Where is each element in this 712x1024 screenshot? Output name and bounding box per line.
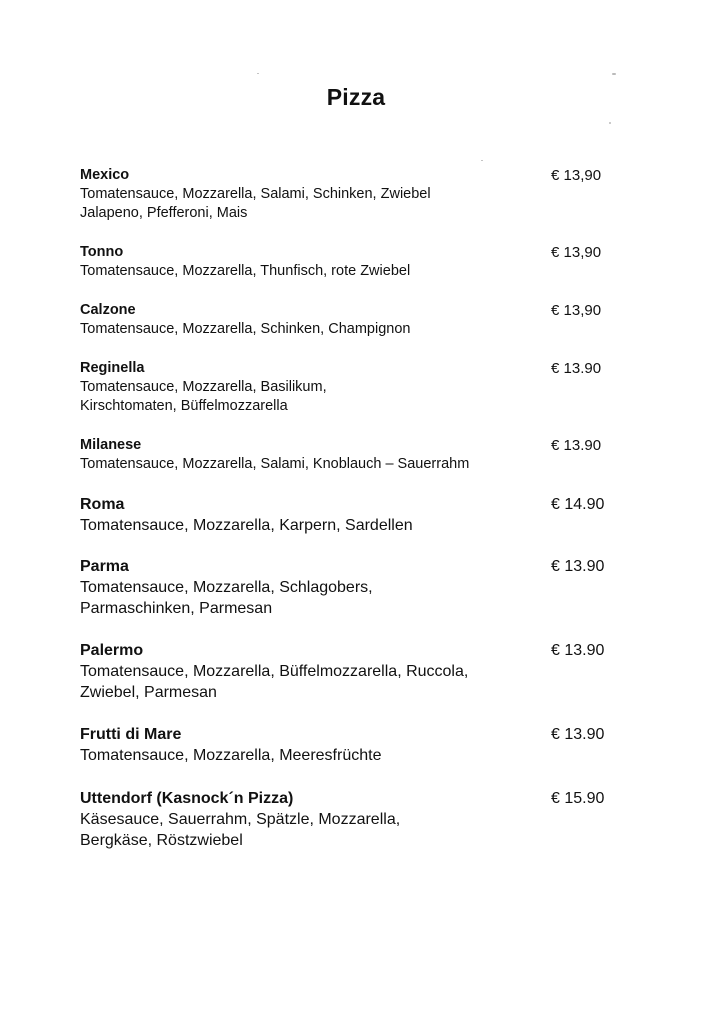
item-description-line: Tomatensauce, Mozzarella, Thunfisch, rote Zwiebel: [80, 263, 411, 279]
item-price: € 13.90: [551, 558, 605, 575]
menu-item-roma: [80, 494, 630, 536]
menu-item-tonno: [80, 243, 630, 281]
item-name: Palermo: [80, 642, 144, 659]
menu-item-milanese: [80, 436, 630, 474]
item-name: Tonno: [80, 244, 124, 260]
item-description-line: Tomatensauce, Mozzarella, Salami, Schinken, Zwiebel: [80, 186, 431, 202]
item-description-line: Tomatensauce, Mozzarella, Meeresfrüchte: [80, 747, 382, 764]
item-description-line: Tomatensauce, Mozzarella, Karpern, Sardellen: [80, 517, 413, 534]
item-name: Milanese: [80, 437, 142, 453]
item-description-line: Zwiebel, Parmesan: [80, 684, 217, 701]
item-name: Uttendorf (Kasnock´n Pizza): [80, 790, 294, 807]
item-name: Roma: [80, 496, 125, 513]
item-name: Calzone: [80, 302, 136, 318]
item-name: Frutti di Mare: [80, 726, 182, 743]
scan-speck: [257, 73, 259, 74]
menu-item-palermo: [80, 640, 630, 703]
item-name: Reginella: [80, 360, 145, 376]
item-description-line: Käsesauce, Sauerrahm, Spätzle, Mozzarella,: [80, 811, 401, 828]
item-description-line: Jalapeno, Pfefferoni, Mais: [80, 205, 248, 221]
menu-item-reginella: [80, 359, 630, 416]
item-description-line: Tomatensauce, Mozzarella, Schinken, Champignon: [80, 321, 411, 337]
item-price: € 13.90: [551, 360, 602, 377]
scan-speck: [609, 122, 611, 124]
item-price: € 13,90: [551, 244, 602, 261]
item-name: Mexico: [80, 167, 130, 183]
item-description-line: Bergkäse, Röstzwiebel: [80, 832, 243, 849]
item-name: Parma: [80, 558, 129, 575]
item-price: € 13.90: [551, 642, 605, 659]
item-description-line: Parmaschinken, Parmesan: [80, 600, 273, 617]
item-price: € 14.90: [551, 496, 605, 513]
item-price: € 13.90: [551, 726, 605, 743]
page-title: Pizza: [326, 84, 386, 110]
item-price: € 15.90: [551, 790, 605, 807]
item-description-line: Tomatensauce, Mozzarella, Basilikum,: [80, 379, 327, 395]
scan-speck: [612, 73, 616, 75]
item-description-line: Tomatensauce, Mozzarella, Büffelmozzarella, Ruccola,: [80, 663, 469, 680]
item-description-line: Kirschtomaten, Büffelmozzarella: [80, 398, 288, 414]
menu-item-uttendorf: [80, 788, 630, 851]
menu-item-calzone: [80, 301, 630, 339]
item-description-line: Tomatensauce, Mozzarella, Schlagobers,: [80, 579, 373, 596]
menu-item-parma: [80, 556, 630, 619]
item-price: € 13,90: [551, 302, 602, 319]
item-price: € 13.90: [551, 437, 602, 454]
item-price: € 13,90: [551, 167, 602, 184]
menu-item-frutti-di-mare: [80, 724, 630, 766]
item-description-line: Tomatensauce, Mozzarella, Salami, Knoblauch – Sauerrahm: [80, 456, 470, 472]
scan-speck: [481, 160, 483, 161]
menu-item-mexico: [80, 166, 630, 223]
